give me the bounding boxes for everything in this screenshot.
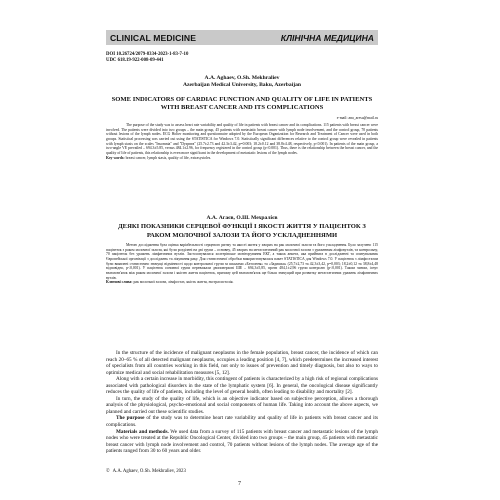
body-paragraph: In the structure of the incidence of malignant neoplasms in the female population, breast cancer, the incidence of which can reach 20–65 % of all detected malignant neoplasms, occupies a leading position [4, 7], which predetermines the increased interest of specialists from all countries working in this field, not only to issues of prevention and timely diagnosis, but also to ways to optimize medical and social rehabilitation measures [5, 12]. xyxy=(106,350,378,376)
journal-section-header xyxy=(106,30,378,45)
body-paragraph-purpose xyxy=(106,415,378,428)
purpose-text: of the study was to determine heart rate variability and quality of life in patients with breast cancer and its complications. xyxy=(106,415,378,429)
section-title-en: CLINICAL MEDICINE xyxy=(110,32,197,43)
body-paragraph-methods xyxy=(106,429,378,455)
keywords-label-en: Key words: xyxy=(106,155,125,160)
article-body xyxy=(106,350,378,455)
abstract-text-en: The purpose of the study was to assess heart rate variability and quality of life in patients with breast cancer and its complications. 115 patients with breast cancer were involved. The patients were divided into two groups – the main group, 45 patients with metastatic breast cancer with lymph node involvement, and the control group, 70 patients without lesions of the lymph nodes. ECG Holter monitoring and questionnaire adopted by the European Organization for Research and Treatment of Cancer were used in both groups. Statistical processing was carried out using the STATISTICA for Windows 7.0. Statistically significant differences relative to the control group were revealed in patients with lymph stasis on the scales "Insomnia" and "Dyspnea" (25.7±2.73 and 42.3±3.42, p=0.003; 18.2±0.12 and 38.8±4.48, respectively, p<0.001). In patients of the main group, a two-angle VE prevailed – 694.3±5.85, versus 484.1±2.96, for frequency registered in the control group (p<0.001). Thus, there is the relationship between the breast cancer, and the quality of life of patients, this relationship is even more significant in the development of metastatic lesions of the lymph nodes. xyxy=(106,123,378,155)
keywords-text-en: breast cancer, lymph stasis, quality of life, extrasystoles. xyxy=(125,155,212,160)
keywords-text-uk: рак молочної залози, лімфостаз, якість життя, екстрасистолія. xyxy=(133,280,234,285)
affiliation-en: Azerbaijan Medical University, Baku, Azerbaijan xyxy=(182,81,302,88)
copyright-line xyxy=(106,469,186,474)
methods-label: Materials and methods. xyxy=(116,428,169,435)
article-title-en: SOME INDICATORS OF CARDIAC FUNCTION AND QUALITY OF LIFE IN PATIENTS WITH BREAST CANCER AND ITS COMPLICATIONS xyxy=(111,96,373,112)
article-title-uk: ДЕЯКІ ПОКАЗНИКИ СЕРЦЕВОЇ ФУНКЦІЇ І ЯКОСТІ ЖИТТЯ У ПАЦІЄНТОК З РАКОМ МОЛОЧНОЇ ЗАЛОЗИ ТА ЙОГО УСКЛАДНЕННЯМИ xyxy=(118,223,366,239)
copyright-text: A.A. Aghaev, O.Sh. Mekhraliev, 2023 xyxy=(112,469,186,474)
abstract-en xyxy=(106,123,378,160)
keywords-uk xyxy=(106,280,378,285)
section-title-uk: КЛІНІЧНА МЕДИЦИНА xyxy=(280,32,374,43)
abstract-text-uk: Метою дослідження була оцінка варіабельності серцевого ритму та якості життя у хворих на рак молочної залози та його ускладнення. Було залучено 115 пацієнток з раком молочної залози, які були розділені на дві групи – основну, 45 хворих на метастатичний рак молочної залози з ураженням лімфовузлів, та контрольну, 70 пацієнток без уражень лімфатичних вузлів. Застосовувалися холтерівське моніторування ЕКГ, а також анкета, яка прийнята в дослідженні та опитувальник Європейської організації з досліджень та лікування раку. Для статистичної обробки використовувалася пакет STATISTICA для Windows 7.0. У пацієнток з лімфостазом були виявлені статистично значущі відмінності щодо контрольної групи за шкалами «Безсоння» та «Задишка» (25,7±2,73 та 42,3±3,42, р=0,003; 18,2±0,12 та 38,8±4,48 відповідно, р<0,001). У пацієнток основної групи переважали двоповерхові ШЕ – 694,3±5,85, проти 484,1±2,96 групи контролю (р<0,001). Таким чином, існує взаємозв'язок між раком молочної залози і якістю життя пацієнток, причому цей взаємозв'язок ще більш значущий при розвитку метастатичних уражень лімфатичних вузлів. xyxy=(106,243,378,280)
page-number: 7 xyxy=(238,481,241,487)
keywords-label-uk: Ключові слова: xyxy=(106,280,133,285)
body-paragraph: Along with a certain increase in morbidity, this contingent of patients is characterized by a high risk of regional complications associated with pathological disorders in the state of the lymphatic system [6]. In general, the oncological disease significantly reduces the quality of life of patients, including the level of general health, often leading to disability and mortality [2]. xyxy=(106,376,378,396)
article-identifiers xyxy=(106,52,188,64)
udc-line: UDC 618.19-922-008-09-441 xyxy=(106,58,164,64)
authors-block-en xyxy=(106,75,378,88)
keywords-en xyxy=(106,156,378,161)
methods-text: We used data from a survey of 115 patients with breast cancer and metastatic lesions of the lymph nodes who were treated at the Republic Oncological Center, divided into two groups – the main group, 45 patients with metastatic breast cancer with lymph node involvement and control, 70 patients without lesions of the lymph nodes. The average age of the patients ranged from 30 to 60 years and older. xyxy=(106,428,378,455)
abstract-uk xyxy=(106,243,378,285)
purpose-label: The purpose xyxy=(116,415,145,422)
contact-email: e-mail: ana_aresu@mail.ru xyxy=(336,116,378,120)
doi-line: DOI 10.26724/2079-8334-2023-1-83-7-10 xyxy=(106,52,189,57)
copyright-icon: © xyxy=(106,469,110,474)
authors-en: A.A. Aghaev, O.Sh. Mekhraliev xyxy=(204,75,280,81)
authors-uk: А.А. Агаєв, О.Ш. Мехралієв xyxy=(206,215,278,221)
body-paragraph: In turn, the study of the quality of life, which is an objective indicator based on subjective perception, allows a thorough analysis of the physiological, psycho-emotional and social components of human life. Taking into account the above aspects, we planned and carried out these scientific studies. xyxy=(106,395,378,415)
